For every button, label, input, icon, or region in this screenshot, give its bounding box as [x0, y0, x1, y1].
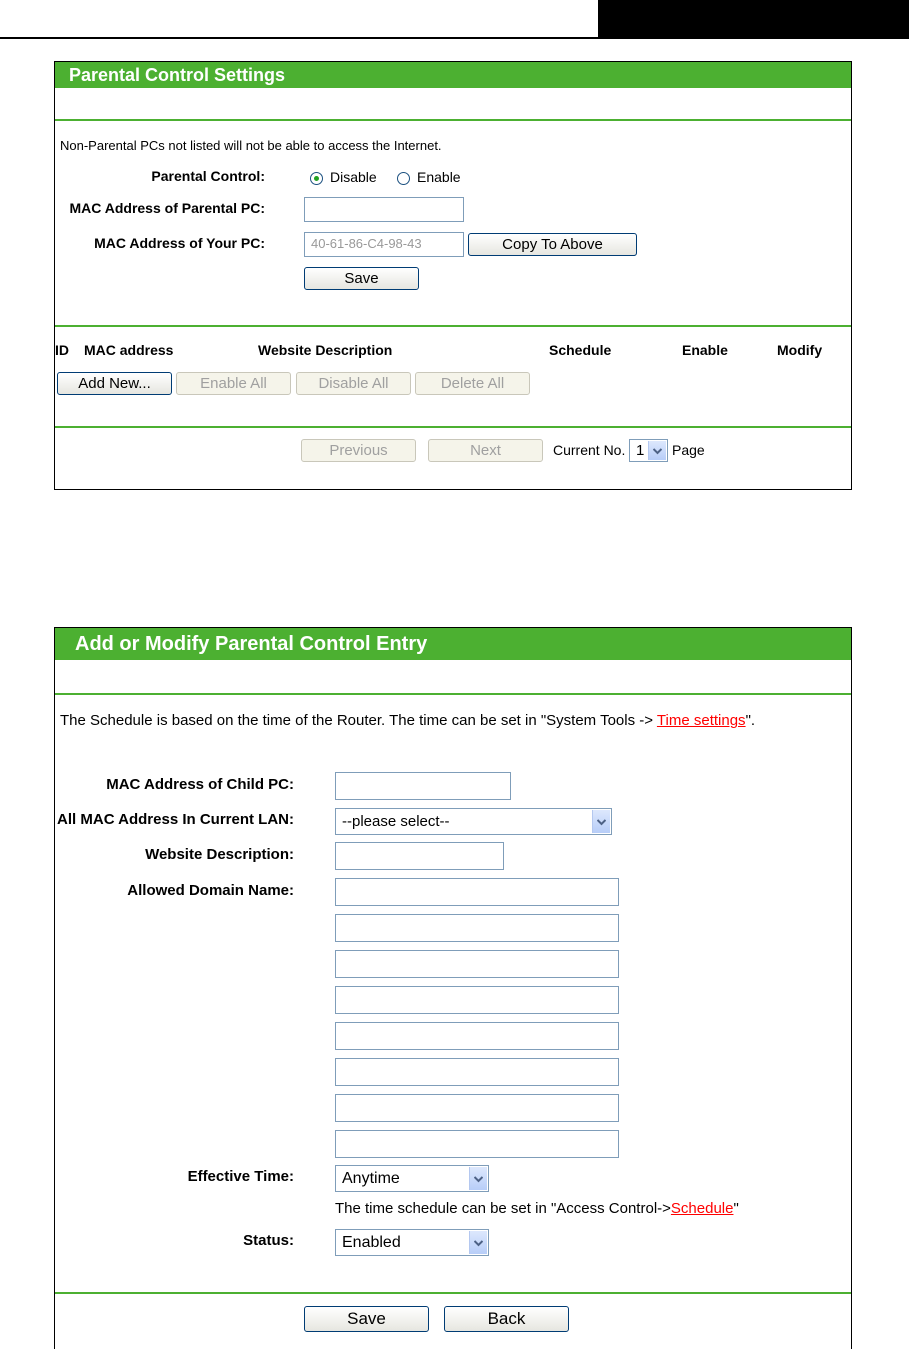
time-settings-link[interactable]: Time settings: [656, 712, 746, 729]
chevron-down-icon: [469, 1231, 487, 1254]
all-mac-select-value: --please select--: [342, 813, 450, 830]
notice-suffix: ".: [745, 712, 756, 729]
notice-text: Non-Parental PCs not listed will not be able to access the Internet.: [60, 138, 442, 153]
chevron-down-icon: [469, 1167, 487, 1190]
parental-control-settings-panel: [54, 61, 852, 490]
divider: [55, 1292, 851, 1294]
col-website-description: Website Description: [258, 342, 393, 358]
allowed-domain-label: Allowed Domain Name:: [127, 882, 294, 899]
page-select[interactable]: [629, 439, 668, 462]
effective-time-label: Effective Time:: [187, 1168, 294, 1185]
mac-child-input[interactable]: [335, 772, 511, 800]
effective-time-value: Anytime: [342, 1170, 400, 1187]
parental-control-label: Parental Control:: [151, 168, 265, 184]
current-no-label: Current No.: [553, 442, 626, 458]
disable-label[interactable]: Disable: [330, 169, 377, 185]
back-button[interactable]: Back: [444, 1306, 569, 1332]
domain-input-7[interactable]: [335, 1094, 619, 1122]
page-label: Page: [672, 442, 705, 458]
status-value: Enabled: [342, 1234, 401, 1251]
save-button[interactable]: Save: [304, 1306, 429, 1332]
next-button: Next: [428, 439, 543, 462]
domain-input-5[interactable]: [335, 1022, 619, 1050]
effective-time-select[interactable]: [335, 1165, 489, 1192]
mac-parental-input[interactable]: [304, 197, 464, 222]
domain-input-2[interactable]: [335, 914, 619, 942]
enable-radio[interactable]: [397, 172, 410, 185]
enable-all-button: Enable All: [176, 372, 291, 395]
mac-your-label: MAC Address of Your PC:: [94, 235, 265, 251]
previous-button: Previous: [301, 439, 416, 462]
mac-child-label: MAC Address of Child PC:: [106, 776, 294, 793]
domain-input-4[interactable]: [335, 986, 619, 1014]
schedule-link[interactable]: Schedule: [670, 1200, 734, 1217]
header-rule: [0, 37, 909, 39]
all-mac-label: All MAC Address In Current LAN:: [57, 811, 294, 828]
schedule-note-suffix: ": [733, 1200, 739, 1217]
col-mac-address: MAC address: [84, 342, 174, 358]
divider: [55, 693, 851, 695]
radio-selected-dot: [314, 176, 319, 181]
notice-prefix: The Schedule is based on the time of the Router. The time can be set in "System Tools ->: [60, 712, 657, 729]
header-black-block: [598, 0, 909, 37]
copy-to-above-button[interactable]: Copy To Above: [468, 233, 637, 256]
schedule-note: [335, 1200, 739, 1217]
status-select[interactable]: [335, 1229, 489, 1256]
col-modify: Modify: [777, 342, 823, 358]
disable-radio[interactable]: [310, 172, 323, 185]
schedule-notice: [60, 712, 755, 729]
col-id: ID: [55, 342, 69, 358]
col-schedule: Schedule: [549, 342, 612, 358]
enable-label[interactable]: Enable: [417, 169, 461, 185]
domain-input-6[interactable]: [335, 1058, 619, 1086]
domain-input-3[interactable]: [335, 950, 619, 978]
divider: [55, 426, 851, 428]
chevron-down-icon: [592, 810, 610, 833]
website-description-label: Website Description:: [145, 846, 294, 863]
website-description-input[interactable]: [335, 842, 504, 870]
mac-your-input: 40-61-86-C4-98-43: [304, 232, 464, 257]
mac-parental-label: MAC Address of Parental PC:: [69, 200, 265, 216]
add-new-button[interactable]: Add New...: [57, 372, 172, 395]
domain-input-1[interactable]: [335, 878, 619, 906]
domain-input-8[interactable]: [335, 1130, 619, 1158]
delete-all-button: Delete All: [415, 372, 530, 395]
all-mac-select[interactable]: [335, 808, 612, 835]
divider: [55, 119, 851, 121]
panel-title: Add or Modify Parental Control Entry: [55, 628, 851, 660]
chevron-down-icon: [648, 441, 666, 460]
divider: [55, 325, 851, 327]
schedule-note-prefix: The time schedule can be set in "Access Control->: [335, 1200, 671, 1217]
status-label: Status:: [243, 1232, 294, 1249]
save-button[interactable]: Save: [304, 267, 419, 290]
add-modify-entry-panel: [54, 627, 852, 1349]
disable-all-button: Disable All: [296, 372, 411, 395]
col-enable: Enable: [682, 342, 728, 358]
page-select-value: 1: [636, 442, 645, 459]
panel-title: Parental Control Settings: [55, 62, 851, 88]
